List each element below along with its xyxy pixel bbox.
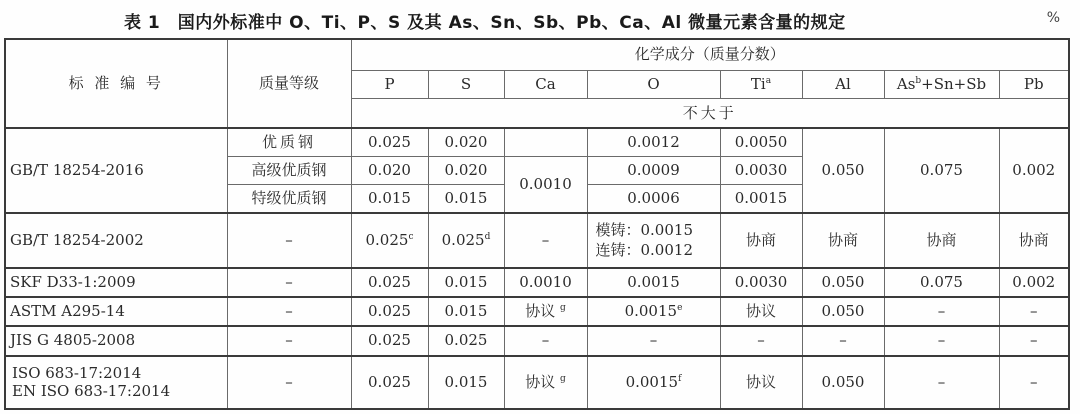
al-cell: 0.050 xyxy=(802,297,884,326)
as-sn-sb-cell: 0.075 xyxy=(884,268,999,297)
o-cell: 0.0009 xyxy=(587,157,720,185)
o-value: 0.0015 xyxy=(625,372,679,391)
header-composition: 化学成分（质量分数） xyxy=(351,39,1069,70)
ca-cell xyxy=(504,356,587,409)
s-cell: 0.025 xyxy=(428,326,504,355)
pb-cell: 协商 xyxy=(999,213,1069,268)
o-cell xyxy=(587,297,720,326)
o-cell: 0.0006 xyxy=(587,185,720,213)
ca-cell xyxy=(504,128,587,156)
ca-cell xyxy=(504,297,587,326)
header-grade: 质量等级 xyxy=(227,39,351,128)
o-value: 0.0015 xyxy=(624,302,678,321)
p-value: 0.025 xyxy=(365,230,409,249)
header-limit: 不大于 xyxy=(351,98,1069,128)
ca-cell: 0.0010 xyxy=(504,157,587,213)
grade-cell: 特级优质钢 xyxy=(227,185,351,213)
grade-cell: – xyxy=(227,297,351,326)
s-cell: 0.015 xyxy=(428,356,504,409)
s-cell: 0.015 xyxy=(428,185,504,213)
header-ti-text: Ti xyxy=(750,74,766,93)
grade-cell: 优质钢 xyxy=(227,128,351,156)
o-cell xyxy=(587,356,720,409)
standard-cell: ASTM A295-14 xyxy=(5,297,227,326)
ca-cell: – xyxy=(504,213,587,268)
as-sn-sb-cell: – xyxy=(884,297,999,326)
pb-cell: 0.002 xyxy=(999,268,1069,297)
header-as-footnote: b xyxy=(915,75,922,86)
standard-en-iso: EN ISO 683-17:2014 xyxy=(12,382,171,401)
o-cell: 0.0012 xyxy=(587,128,720,156)
table-row xyxy=(5,326,1069,355)
header-ti xyxy=(720,70,802,98)
s-cell: 0.020 xyxy=(428,128,504,156)
table-row xyxy=(5,268,1069,297)
s-cell: 0.015 xyxy=(428,297,504,326)
pb-cell: – xyxy=(999,297,1069,326)
ti-cell: 协商 xyxy=(720,213,802,268)
o-line-ingot: 模铸：0.0015 xyxy=(595,221,693,240)
p-cell: 0.025 xyxy=(351,326,428,355)
ti-cell: 0.0015 xyxy=(720,185,802,213)
header-ti-footnote: a xyxy=(765,75,772,86)
table-row xyxy=(5,213,1069,268)
header-sn-sb-text: +Sn+Sb xyxy=(921,74,987,93)
ca-footnote: g xyxy=(560,303,566,314)
grade-cell: – xyxy=(227,213,351,268)
ti-cell: – xyxy=(720,326,802,355)
p-cell: 0.015 xyxy=(351,185,428,213)
ca-footnote: g xyxy=(560,373,566,384)
o-footnote: e xyxy=(677,303,683,314)
header-al: Al xyxy=(802,70,884,98)
al-cell: 0.050 xyxy=(802,128,884,212)
as-sn-sb-cell: – xyxy=(884,326,999,355)
header-ca: Ca xyxy=(504,70,587,98)
element-limits-table xyxy=(4,38,1070,410)
table-title: 表 1 国内外标准中 O、Ti、P、S 及其 As、Sn、Sb、Pb、Ca、Al 微量元素含量的规定 xyxy=(124,13,846,33)
grade-cell: – xyxy=(227,356,351,409)
o-footnote: f xyxy=(678,373,682,384)
header-p: P xyxy=(351,70,428,98)
s-cell xyxy=(428,213,504,268)
table-row xyxy=(5,128,1069,156)
ti-cell: 协议 xyxy=(720,356,802,409)
grade-cell: 高级优质钢 xyxy=(227,157,351,185)
ti-cell: 0.0030 xyxy=(720,268,802,297)
standard-cell: JIS G 4805-2008 xyxy=(5,326,227,355)
ca-value: 协议 xyxy=(525,302,556,321)
as-sn-sb-cell: – xyxy=(884,356,999,409)
header-as-sn-sb xyxy=(884,70,999,98)
standard-cell: GB/T 18254-2002 xyxy=(5,213,227,268)
ca-cell: – xyxy=(504,326,587,355)
pb-cell: – xyxy=(999,356,1069,409)
p-footnote: c xyxy=(408,231,414,242)
unit-label: % xyxy=(1046,10,1060,26)
s-cell: 0.020 xyxy=(428,157,504,185)
grade-cell: – xyxy=(227,326,351,355)
o-line-continuous: 连铸：0.0012 xyxy=(595,240,693,259)
header-pb: Pb xyxy=(999,70,1069,98)
o-cell xyxy=(587,213,720,268)
as-sn-sb-cell: 协商 xyxy=(884,213,999,268)
table-row xyxy=(5,356,1069,409)
header-standard: 标 准 编 号 xyxy=(5,39,227,128)
ti-cell: 0.0050 xyxy=(720,128,802,156)
table-row xyxy=(5,297,1069,326)
standard-cell xyxy=(5,356,227,409)
ti-cell: 协议 xyxy=(720,297,802,326)
al-cell: 0.050 xyxy=(802,268,884,297)
standard-cell: SKF D33-1:2009 xyxy=(5,268,227,297)
pb-cell: 0.002 xyxy=(999,128,1069,212)
standard-iso: ISO 683-17:2014 xyxy=(12,363,142,382)
header-o: O xyxy=(587,70,720,98)
header-row-1 xyxy=(5,39,1069,70)
header-s: S xyxy=(428,70,504,98)
standard-cell: GB/T 18254-2016 xyxy=(5,128,227,212)
p-cell: 0.020 xyxy=(351,157,428,185)
ca-value: 协议 xyxy=(525,372,556,391)
p-cell: 0.025 xyxy=(351,128,428,156)
p-cell xyxy=(351,213,428,268)
header-as-text: As xyxy=(896,74,916,93)
al-cell: 0.050 xyxy=(802,356,884,409)
al-cell: 协商 xyxy=(802,213,884,268)
p-cell: 0.025 xyxy=(351,268,428,297)
al-cell: – xyxy=(802,326,884,355)
p-cell: 0.025 xyxy=(351,356,428,409)
table-caption xyxy=(0,6,1080,32)
ca-cell: 0.0010 xyxy=(504,268,587,297)
o-cell: – xyxy=(587,326,720,355)
as-sn-sb-cell: 0.075 xyxy=(884,128,999,212)
o-cell: 0.0015 xyxy=(587,268,720,297)
s-footnote: d xyxy=(484,231,491,242)
p-cell: 0.025 xyxy=(351,297,428,326)
pb-cell: – xyxy=(999,326,1069,355)
s-cell: 0.015 xyxy=(428,268,504,297)
ti-cell: 0.0030 xyxy=(720,157,802,185)
grade-cell: – xyxy=(227,268,351,297)
s-value: 0.025 xyxy=(441,230,485,249)
